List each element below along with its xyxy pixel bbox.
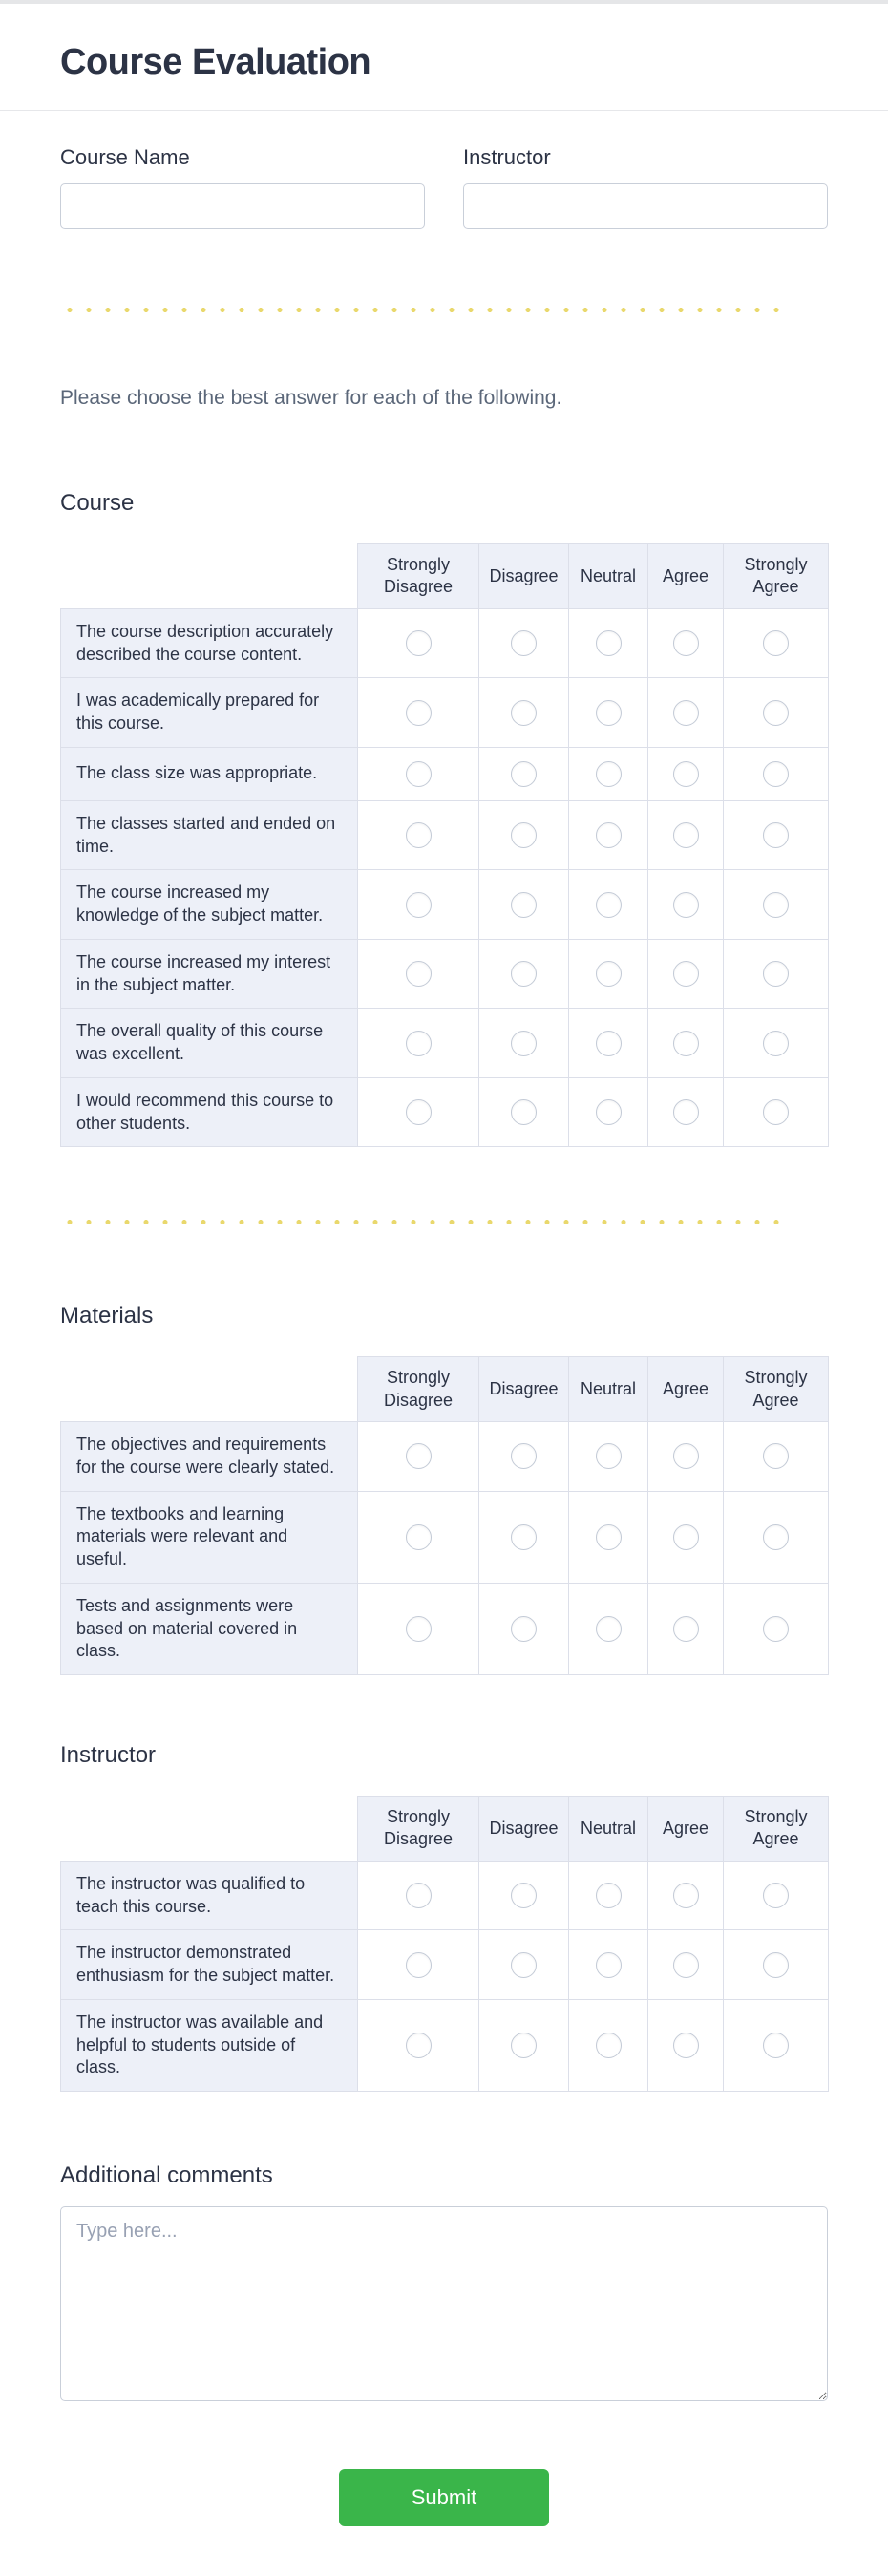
- radio-disagree[interactable]: [511, 630, 537, 656]
- radio-disagree[interactable]: [511, 2033, 537, 2058]
- matrix-cell: [569, 800, 648, 870]
- radio-neutral[interactable]: [596, 892, 622, 918]
- matrix-cell: [358, 1861, 479, 1930]
- matrix-cell: [648, 1583, 724, 1674]
- matrix-cell: [479, 939, 569, 1009]
- matrix-row-label: I would recommend this course to other students.: [61, 1077, 358, 1147]
- radio-strongly-agree[interactable]: [763, 2033, 789, 2058]
- col-strongly-agree: Strongly Agree: [724, 1797, 829, 1862]
- matrix-row-label: The instructor was available and helpful to students outside of class.: [61, 1999, 358, 2091]
- matrix-cell: [648, 678, 724, 748]
- matrix-cell: [569, 1583, 648, 1674]
- course-name-input[interactable]: [60, 183, 425, 229]
- radio-strongly-agree[interactable]: [763, 630, 789, 656]
- matrix-cell: [358, 800, 479, 870]
- dotted-section-divider: [60, 308, 782, 312]
- radio-strongly-agree[interactable]: [763, 1099, 789, 1125]
- matrix-row: [61, 1583, 829, 1674]
- instructor-label: Instructor: [463, 145, 551, 169]
- radio-strongly-agree[interactable]: [763, 700, 789, 726]
- matrix-row: [61, 747, 829, 800]
- matrix-cell: [358, 1583, 479, 1674]
- radio-neutral[interactable]: [596, 630, 622, 656]
- matrix-row-label: The course increased my interest in the subject matter.: [61, 939, 358, 1009]
- radio-strongly-agree[interactable]: [763, 761, 789, 787]
- matrix-cell: [479, 1422, 569, 1492]
- matrix-cell: [724, 1930, 829, 2000]
- radio-strongly-disagree[interactable]: [406, 1443, 432, 1469]
- radio-strongly-agree[interactable]: [763, 1443, 789, 1469]
- radio-strongly-disagree[interactable]: [406, 1031, 432, 1056]
- radio-neutral[interactable]: [596, 1443, 622, 1469]
- matrix-cell: [358, 1422, 479, 1492]
- matrix-cell: [724, 747, 829, 800]
- radio-strongly-agree[interactable]: [763, 1883, 789, 1908]
- instructor-input[interactable]: [463, 183, 828, 229]
- col-agree: Agree: [648, 544, 724, 609]
- matrix-cell: [648, 747, 724, 800]
- section-heading-instructor: Instructor: [60, 1742, 157, 1769]
- radio-agree[interactable]: [673, 1031, 699, 1056]
- matrix-row-label: The objectives and requirements for the course were clearly stated.: [61, 1422, 358, 1492]
- matrix-cell: [569, 870, 648, 940]
- matrix-cell: [724, 1583, 829, 1674]
- radio-strongly-agree[interactable]: [763, 822, 789, 848]
- matrix-cell: [569, 1009, 648, 1078]
- matrix-cell: [358, 747, 479, 800]
- radio-strongly-disagree[interactable]: [406, 1099, 432, 1125]
- matrix-cell: [724, 678, 829, 748]
- matrix-row-label: The classes started and ended on time.: [61, 800, 358, 870]
- radio-disagree[interactable]: [511, 1031, 537, 1056]
- matrix-cell: [358, 1491, 479, 1583]
- matrix-corner: [61, 1357, 358, 1422]
- matrix-cell: [724, 1077, 829, 1147]
- col-strongly-agree: Strongly Agree: [724, 544, 829, 609]
- matrix-cell: [358, 1009, 479, 1078]
- matrix-cell: [569, 1077, 648, 1147]
- radio-agree[interactable]: [673, 1443, 699, 1469]
- matrix-cell: [648, 1009, 724, 1078]
- radio-strongly-disagree[interactable]: [406, 2033, 432, 2058]
- radio-agree[interactable]: [673, 761, 699, 787]
- matrix-row: [61, 1861, 829, 1930]
- matrix-cell: [479, 1491, 569, 1583]
- matrix-cell: [479, 1999, 569, 2091]
- dotted-section-divider: [60, 1220, 782, 1224]
- radio-neutral[interactable]: [596, 1616, 622, 1642]
- matrix-row-label: Tests and assignments were based on material covered in class.: [61, 1583, 358, 1674]
- matrix-cell: [358, 939, 479, 1009]
- matrix-row: [61, 678, 829, 748]
- additional-comments-field: [60, 2162, 828, 2406]
- name-fields-row: [60, 145, 828, 229]
- matrix-corner: [61, 1797, 358, 1862]
- matrix-cell: [479, 747, 569, 800]
- radio-disagree[interactable]: [511, 1099, 537, 1125]
- radio-agree[interactable]: [673, 1099, 699, 1125]
- instruction-text: Please choose the best answer for each of the following.: [60, 387, 562, 409]
- radio-disagree[interactable]: [511, 822, 537, 848]
- course-name-label: Course Name: [60, 145, 190, 169]
- radio-agree[interactable]: [673, 822, 699, 848]
- col-disagree: Disagree: [479, 1357, 569, 1422]
- radio-disagree[interactable]: [511, 1524, 537, 1550]
- radio-neutral[interactable]: [596, 2033, 622, 2058]
- matrix-cell: [358, 1077, 479, 1147]
- col-disagree: Disagree: [479, 544, 569, 609]
- matrix-cell: [648, 1999, 724, 2091]
- matrix-row: [61, 1491, 829, 1583]
- radio-neutral[interactable]: [596, 1883, 622, 1908]
- instructor-matrix: [60, 1796, 829, 2092]
- matrix-corner: [61, 544, 358, 609]
- radio-strongly-disagree[interactable]: [406, 630, 432, 656]
- matrix-cell: [479, 1930, 569, 2000]
- matrix-row: [61, 1999, 829, 2091]
- radio-strongly-agree[interactable]: [763, 1524, 789, 1550]
- matrix-cell: [569, 1422, 648, 1492]
- matrix-cell: [648, 1930, 724, 2000]
- matrix-row-label: I was academically prepared for this course.: [61, 678, 358, 748]
- radio-disagree[interactable]: [511, 1443, 537, 1469]
- matrix-cell: [569, 747, 648, 800]
- submit-row: [60, 2469, 828, 2576]
- radio-strongly-disagree[interactable]: [406, 761, 432, 787]
- instructor-field: [463, 145, 828, 229]
- radio-agree[interactable]: [673, 961, 699, 987]
- header-divider: [0, 110, 888, 111]
- form-header: [0, 4, 888, 110]
- radio-disagree[interactable]: [511, 700, 537, 726]
- matrix-cell: [648, 939, 724, 1009]
- matrix-row: [61, 1930, 829, 2000]
- matrix-header-row: [61, 1797, 829, 1862]
- col-neutral: Neutral: [569, 1797, 648, 1862]
- radio-neutral[interactable]: [596, 761, 622, 787]
- radio-strongly-disagree[interactable]: [406, 822, 432, 848]
- matrix-row: [61, 608, 829, 678]
- matrix-cell: [479, 800, 569, 870]
- radio-agree[interactable]: [673, 1883, 699, 1908]
- matrix-cell: [569, 1930, 648, 2000]
- matrix-cell: [569, 1999, 648, 2091]
- radio-agree[interactable]: [673, 892, 699, 918]
- radio-strongly-agree[interactable]: [763, 1031, 789, 1056]
- col-neutral: Neutral: [569, 1357, 648, 1422]
- radio-strongly-disagree[interactable]: [406, 1883, 432, 1908]
- matrix-row: [61, 870, 829, 940]
- radio-neutral[interactable]: [596, 700, 622, 726]
- radio-neutral[interactable]: [596, 961, 622, 987]
- matrix-cell: [358, 608, 479, 678]
- matrix-cell: [724, 1861, 829, 1930]
- matrix-row-label: The instructor demonstrated enthusiasm for the subject matter.: [61, 1930, 358, 2000]
- radio-disagree[interactable]: [511, 1952, 537, 1978]
- radio-disagree[interactable]: [511, 892, 537, 918]
- course-matrix: [60, 543, 829, 1147]
- matrix-row-label: The course increased my knowledge of the subject matter.: [61, 870, 358, 940]
- page-title: Course Evaluation: [60, 42, 371, 82]
- col-strongly-agree: Strongly Agree: [724, 1357, 829, 1422]
- col-agree: Agree: [648, 1357, 724, 1422]
- matrix-cell: [479, 608, 569, 678]
- col-disagree: Disagree: [479, 1797, 569, 1862]
- col-agree: Agree: [648, 1797, 724, 1862]
- matrix-row: [61, 1077, 829, 1147]
- matrix-header-row: [61, 544, 829, 609]
- radio-agree[interactable]: [673, 630, 699, 656]
- matrix-cell: [724, 800, 829, 870]
- radio-strongly-agree[interactable]: [763, 1952, 789, 1978]
- radio-strongly-disagree[interactable]: [406, 1952, 432, 1978]
- radio-strongly-disagree[interactable]: [406, 700, 432, 726]
- radio-neutral[interactable]: [596, 1031, 622, 1056]
- matrix-cell: [358, 678, 479, 748]
- radio-strongly-agree[interactable]: [763, 961, 789, 987]
- matrix-cell: [569, 1861, 648, 1930]
- matrix-cell: [569, 1491, 648, 1583]
- matrix-cell: [724, 870, 829, 940]
- matrix-cell: [648, 800, 724, 870]
- radio-strongly-disagree[interactable]: [406, 892, 432, 918]
- col-strongly-disagree: Strongly Disagree: [358, 1797, 479, 1862]
- matrix-cell: [648, 1077, 724, 1147]
- matrix-row: [61, 1422, 829, 1492]
- radio-neutral[interactable]: [596, 1952, 622, 1978]
- materials-matrix: [60, 1356, 829, 1675]
- matrix-cell: [724, 1422, 829, 1492]
- course-name-field: [60, 145, 425, 229]
- matrix-cell: [358, 1930, 479, 2000]
- radio-agree[interactable]: [673, 2033, 699, 2058]
- col-strongly-disagree: Strongly Disagree: [358, 544, 479, 609]
- additional-comments-textarea[interactable]: [60, 2206, 828, 2401]
- matrix-cell: [569, 608, 648, 678]
- matrix-header-row: [61, 1357, 829, 1422]
- col-strongly-disagree: Strongly Disagree: [358, 1357, 479, 1422]
- radio-agree[interactable]: [673, 700, 699, 726]
- matrix-cell: [724, 1999, 829, 2091]
- matrix-row-label: The instructor was qualified to teach this course.: [61, 1861, 358, 1930]
- submit-button[interactable]: Submit: [339, 2469, 549, 2526]
- matrix-cell: [648, 1422, 724, 1492]
- radio-disagree[interactable]: [511, 961, 537, 987]
- radio-strongly-agree[interactable]: [763, 892, 789, 918]
- col-neutral: Neutral: [569, 544, 648, 609]
- radio-disagree[interactable]: [511, 1616, 537, 1642]
- matrix-cell: [648, 1861, 724, 1930]
- radio-strongly-disagree[interactable]: [406, 1524, 432, 1550]
- radio-strongly-agree[interactable]: [763, 1616, 789, 1642]
- matrix-cell: [724, 608, 829, 678]
- radio-disagree[interactable]: [511, 1883, 537, 1908]
- matrix-cell: [724, 939, 829, 1009]
- matrix-row-label: The course description accurately described the course content.: [61, 608, 358, 678]
- matrix-row: [61, 800, 829, 870]
- radio-neutral[interactable]: [596, 1099, 622, 1125]
- matrix-cell: [479, 870, 569, 940]
- matrix-cell: [648, 870, 724, 940]
- matrix-cell: [724, 1491, 829, 1583]
- section-heading-course: Course: [60, 490, 135, 516]
- matrix-cell: [569, 678, 648, 748]
- matrix-cell: [569, 939, 648, 1009]
- radio-agree[interactable]: [673, 1952, 699, 1978]
- matrix-cell: [724, 1009, 829, 1078]
- radio-agree[interactable]: [673, 1524, 699, 1550]
- matrix-row-label: The textbooks and learning materials were relevant and useful.: [61, 1491, 358, 1583]
- radio-neutral[interactable]: [596, 1524, 622, 1550]
- matrix-cell: [648, 608, 724, 678]
- matrix-cell: [479, 1009, 569, 1078]
- additional-comments-label: Additional comments: [60, 2162, 273, 2189]
- matrix-row: [61, 1009, 829, 1078]
- radio-agree[interactable]: [673, 1616, 699, 1642]
- matrix-cell: [479, 1077, 569, 1147]
- matrix-row-label: The class size was appropriate.: [61, 747, 358, 800]
- radio-strongly-disagree[interactable]: [406, 1616, 432, 1642]
- matrix-row-label: The overall quality of this course was excellent.: [61, 1009, 358, 1078]
- radio-strongly-disagree[interactable]: [406, 961, 432, 987]
- form-content: [0, 145, 888, 2576]
- radio-neutral[interactable]: [596, 822, 622, 848]
- radio-disagree[interactable]: [511, 761, 537, 787]
- section-heading-materials: Materials: [60, 1303, 154, 1330]
- matrix-cell: [479, 1583, 569, 1674]
- matrix-cell: [648, 1491, 724, 1583]
- matrix-row: [61, 939, 829, 1009]
- matrix-cell: [358, 1999, 479, 2091]
- matrix-cell: [358, 870, 479, 940]
- matrix-cell: [479, 1861, 569, 1930]
- matrix-cell: [479, 678, 569, 748]
